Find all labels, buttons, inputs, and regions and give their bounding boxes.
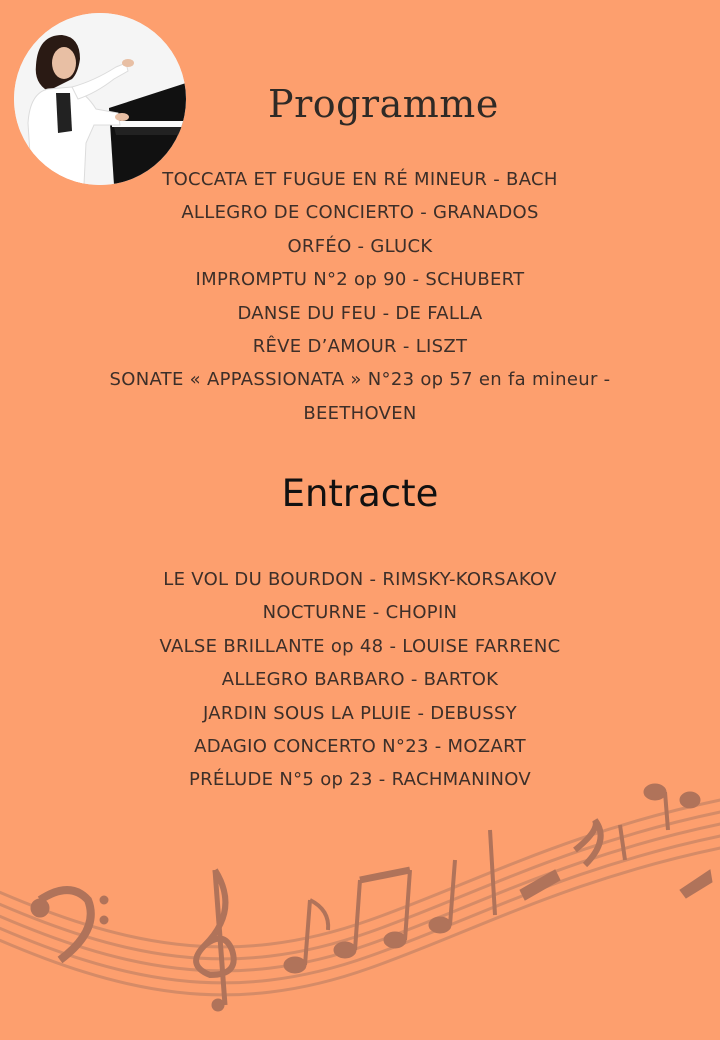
music-staff-notes-icon <box>0 770 720 1040</box>
programme-item: TOCCATA ET FUGUE EN RÉ MINEUR - BACH <box>162 169 558 190</box>
pianist-photo <box>14 13 186 185</box>
entracte-item: LE VOL DU BOURDON - RIMSKY-KORSAKOV <box>163 569 557 590</box>
entracte-item: PRÉLUDE N°5 op 23 - RACHMANINOV <box>188 769 532 791</box>
pianist-portrait-icon <box>14 13 186 185</box>
programme-item: RÊVE D’AMOUR - LISZT <box>252 336 468 358</box>
entracte-item: ALLEGRO BARBARO - BARTOK <box>221 669 499 691</box>
programme-item: SONATE « APPASSIONATA » N°23 op 57 en fa mineur - BEETHOVEN <box>109 369 611 424</box>
programme-item: IMPROMPTU N°2 op 90 - SCHUBERT <box>195 269 525 291</box>
programme-item: DANSE DU FEU - DE FALLA <box>237 302 483 324</box>
entracte-item: VALSE BRILLANTE op 48 - LOUISE FARRENC <box>159 635 561 657</box>
entracte-item: ADAGIO CONCERTO N°23 - MOZART <box>194 736 526 758</box>
entracte-list <box>0 563 720 797</box>
entracte-item: JARDIN SOUS LA PLUIE - DEBUSSY <box>203 702 517 724</box>
programme-item: ORFÉO - GLUCK <box>287 235 433 257</box>
programme-list <box>0 163 720 430</box>
entracte-item: NOCTURNE - CHOPIN <box>262 602 458 624</box>
programme-item: ALLEGRO DE CONCIERTO - GRANADOS <box>181 202 539 224</box>
entracte-title: Entracte <box>281 472 439 515</box>
programme-title: Programme <box>268 82 499 126</box>
